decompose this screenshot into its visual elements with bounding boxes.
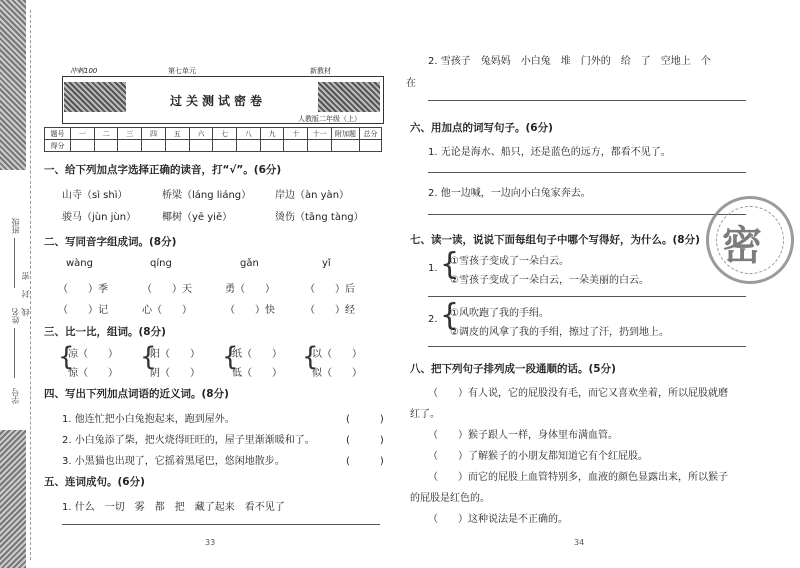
score-blank[interactable] bbox=[213, 140, 237, 152]
score-blank[interactable] bbox=[360, 140, 382, 152]
binding-pattern-top bbox=[0, 0, 26, 170]
q1-item[interactable]: 骏马（jùn jùn） bbox=[62, 212, 137, 223]
q4-item: 2. 小白兔添了柴，把火烧得旺旺的，屋子里渐渐暖和了。 bbox=[62, 435, 315, 446]
page-number-right: 34 bbox=[574, 538, 585, 547]
q4-item: 1. 他连忙把小白兔抱起来，跑到屋外。 bbox=[62, 414, 235, 425]
q1-heading: 一、给下列加点字选择正确的读音，打“√”。(6分) bbox=[44, 164, 282, 176]
q5-heading: 五、连词成句。(6分) bbox=[44, 476, 145, 488]
score-blank[interactable] bbox=[308, 140, 332, 152]
q3-item[interactable]: 纸（ ） bbox=[232, 349, 282, 360]
q2-pinyin: yǐ bbox=[322, 258, 331, 269]
seal-word: 密 bbox=[21, 272, 30, 280]
score-cell: 十一 bbox=[308, 128, 332, 140]
q4-answer-blank[interactable]: ( ) bbox=[346, 414, 384, 425]
score-blank[interactable] bbox=[237, 140, 261, 152]
answer-line[interactable] bbox=[428, 296, 746, 297]
header-pattern-left bbox=[64, 82, 126, 112]
q2-blank[interactable]: （ ）天 bbox=[142, 284, 192, 295]
q7-sentence: ②调皮的风拿了我的手绢，擦过了汗，扔到地上。 bbox=[450, 327, 669, 338]
score-blank[interactable] bbox=[142, 140, 166, 152]
q8-item[interactable]: （ ）猴子跟人一样，身体里布满血管。 bbox=[428, 430, 618, 441]
score-cell: 五 bbox=[165, 128, 189, 140]
q1-item[interactable]: 烫伤（tāng tàng） bbox=[275, 212, 364, 223]
q8-item-cont: 红了。 bbox=[410, 409, 440, 420]
score-cell: 九 bbox=[260, 128, 284, 140]
q5-item: 2. 雪孩子 兔妈妈 小白兔 堆 门外的 给 了 空地上 个 bbox=[428, 56, 711, 67]
grade-label: 人教版二年级（上） bbox=[298, 115, 361, 123]
binding-line bbox=[14, 328, 15, 378]
q3-item[interactable]: 惊（ ） bbox=[68, 368, 118, 379]
q8-item-cont: 的屁股是红色的。 bbox=[410, 493, 490, 504]
score-row-label: 得分 bbox=[45, 140, 71, 152]
binding-line bbox=[14, 238, 15, 288]
q2-blank[interactable]: 勇（ ） bbox=[225, 284, 275, 295]
answer-line[interactable] bbox=[428, 172, 746, 173]
q8-item[interactable]: （ ）这种说法是不正确的。 bbox=[428, 514, 568, 525]
q1-item[interactable]: 山寺（sì shì） bbox=[62, 190, 128, 201]
q2-blank[interactable]: （ ）快 bbox=[225, 305, 275, 316]
q6-heading: 六、用加点的词写句子。(6分) bbox=[410, 122, 553, 134]
score-table-header-row bbox=[45, 128, 382, 140]
score-blank[interactable] bbox=[332, 140, 360, 152]
q7-number: 1. bbox=[428, 263, 438, 274]
q3-item[interactable]: 凉（ ） bbox=[68, 349, 118, 360]
binding-label-class: 班级 bbox=[11, 218, 20, 234]
header-pattern-right bbox=[318, 82, 380, 112]
binding-label-name: 姓名 bbox=[11, 308, 20, 324]
q2-pinyin: gǎn bbox=[240, 258, 259, 269]
answer-line[interactable] bbox=[428, 346, 746, 347]
q3-item[interactable]: 似（ ） bbox=[312, 368, 362, 379]
score-blank[interactable] bbox=[284, 140, 308, 152]
page-title: 过关测试密卷 bbox=[170, 94, 267, 108]
page-number-left: 33 bbox=[205, 538, 216, 547]
score-cell: 六 bbox=[189, 128, 213, 140]
q4-answer-blank[interactable]: ( ) bbox=[346, 435, 384, 446]
q8-item[interactable]: （ ）而它的屁股上血管特别多，血液的颜色显露出来，所以猴子 bbox=[428, 472, 728, 483]
q7-sentence: ①风吹跑了我的手绢。 bbox=[450, 308, 549, 319]
brace-icon: { bbox=[140, 342, 157, 372]
score-cell: 八 bbox=[237, 128, 261, 140]
score-cell: 四 bbox=[142, 128, 166, 140]
answer-line[interactable] bbox=[428, 214, 746, 215]
q6-item: 2. 他一边喊，一边向小白兔家奔去。 bbox=[428, 188, 591, 199]
score-blank[interactable] bbox=[260, 140, 284, 152]
score-cell: 七 bbox=[213, 128, 237, 140]
q2-blank[interactable]: 心（ ） bbox=[142, 305, 192, 316]
q8-item[interactable]: （ ）有人说，它的屁股没有毛，而它又喜欢坐着，所以屁股就磨 bbox=[428, 388, 728, 399]
edition-label: 新教材 bbox=[310, 67, 331, 75]
q7-sentence: ①雪孩子变成了一朵白云。 bbox=[450, 256, 569, 267]
q2-blank[interactable]: （ ）后 bbox=[305, 284, 355, 295]
brace-icon: { bbox=[440, 247, 460, 282]
q2-blank[interactable]: （ ）季 bbox=[58, 284, 108, 295]
brand-label: 冲刺100 bbox=[70, 67, 98, 75]
brace-icon: { bbox=[58, 342, 75, 372]
q4-item: 3. 小黑猫也出现了，它摇着黑尾巴，悠闲地散步。 bbox=[62, 456, 285, 467]
score-cell: 三 bbox=[118, 128, 142, 140]
brace-icon: { bbox=[440, 298, 460, 333]
binding-dashed-line bbox=[30, 10, 31, 560]
q1-item[interactable]: 岸边（àn yàn） bbox=[275, 190, 350, 201]
answer-line[interactable] bbox=[428, 100, 746, 101]
q2-heading: 二、写同音字组成词。(8分) bbox=[44, 236, 177, 248]
q4-answer-blank[interactable]: ( ) bbox=[346, 456, 384, 467]
brace-icon: { bbox=[222, 342, 239, 372]
q7-heading: 七、读一读，说说下面每组句子中哪个写得好，为什么。(8分) bbox=[410, 234, 700, 246]
q8-heading: 八、把下列句子排列成一段通顺的话。(5分) bbox=[410, 363, 616, 375]
q8-item[interactable]: （ ）了解猴子的小朋友都知道它有个红屁股。 bbox=[428, 451, 648, 462]
q2-blank[interactable]: （ ）记 bbox=[58, 305, 108, 316]
q3-item[interactable]: 以（ ） bbox=[312, 349, 362, 360]
score-blank[interactable] bbox=[71, 140, 95, 152]
q2-blank[interactable]: （ ）经 bbox=[305, 305, 355, 316]
binding-label-id: 学号 bbox=[11, 388, 20, 404]
q3-item[interactable]: 低（ ） bbox=[232, 368, 282, 379]
q5-item: 1. 什么 一切 雾 都 把 藏了起来 看不见了 bbox=[62, 502, 285, 513]
q2-pinyin: qíng bbox=[150, 258, 172, 269]
score-cell: 十 bbox=[284, 128, 308, 140]
answer-line[interactable] bbox=[62, 524, 380, 525]
q3-heading: 三、比一比，组词。(8分) bbox=[44, 326, 166, 338]
q4-heading: 四、写出下列加点词语的近义词。(8分) bbox=[44, 388, 229, 400]
seal-word: 线 bbox=[21, 308, 30, 316]
score-blank[interactable] bbox=[118, 140, 142, 152]
score-cell: 一 bbox=[71, 128, 95, 140]
q3-item[interactable]: 阳（ ） bbox=[150, 349, 200, 360]
unit-label: 第七单元 bbox=[168, 67, 196, 75]
q3-item[interactable]: 阴（ ） bbox=[150, 368, 200, 379]
score-cell: 附加题 bbox=[332, 128, 360, 140]
brace-icon: { bbox=[302, 342, 319, 372]
score-blank[interactable] bbox=[189, 140, 213, 152]
q7-number: 2. bbox=[428, 314, 438, 325]
score-table-score-row bbox=[45, 140, 382, 152]
score-cell: 总分 bbox=[360, 128, 382, 140]
binding-pattern-bottom bbox=[0, 430, 26, 568]
q1-item[interactable]: 桥梁（láng liáng） bbox=[162, 190, 252, 201]
secret-stamp-char: 密 bbox=[722, 223, 762, 269]
q1-item[interactable]: 椰树（yē yiē） bbox=[162, 212, 233, 223]
seal-word: 封 bbox=[21, 290, 30, 298]
q6-item: 1. 无论是海水、船只，还是蓝色的远方，都看不见了。 bbox=[428, 147, 671, 158]
q2-pinyin: wàng bbox=[66, 258, 93, 269]
score-blank[interactable] bbox=[94, 140, 118, 152]
score-blank[interactable] bbox=[165, 140, 189, 152]
q5-item-tail: 在 bbox=[406, 78, 416, 89]
q7-sentence: ②雪孩子变成了一朵白云，一朵美丽的白云。 bbox=[450, 275, 649, 286]
score-cell: 题号 bbox=[45, 128, 71, 140]
score-cell: 二 bbox=[94, 128, 118, 140]
score-table bbox=[44, 127, 382, 152]
